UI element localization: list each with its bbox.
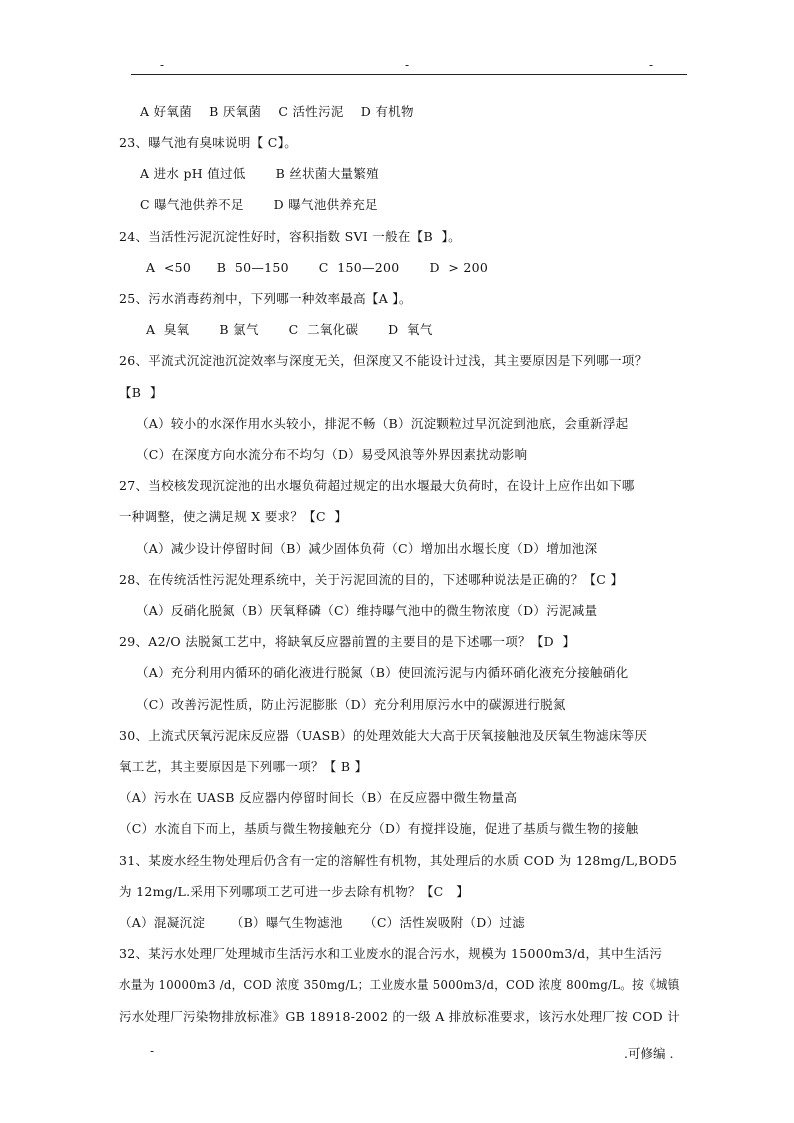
footer-mark: - (150, 1044, 155, 1058)
text-line: 【B 】 (119, 385, 163, 400)
text-line: （C）改善污泥性质，防止污泥膨胀（D）充分利用原污水中的碳源进行脱氮 (136, 697, 566, 712)
text-line: 为 12mg/L.采用下列哪项工艺可进一步去除有机物？【C 】 (119, 884, 470, 899)
text-line: A 好氧菌 B 厌氧菌 C 活性污泥 D 有机物 (140, 104, 414, 119)
footer-editable-note: .可修编 . (624, 1046, 674, 1061)
text-line: （A）充分利用内循环的硝化液进行脱氮（B）使回流污泥与内循环硝化液充分接触硝化 (136, 665, 629, 680)
text-line: 污水处理厂污染物排放标准》GB 18918-2002 的一级 A 排放标准要求，该污水处理厂按 COD 计 (119, 1009, 681, 1024)
text-line: （C）水流自下而上，基质与微生物接触充分（D）有搅拌设施，促进了基质与微生物的接触 (119, 821, 639, 836)
text-line: 32、某污水处理厂处理城市生活污水和工业废水的混合污水，规模为 15000m3/d，其中生活污 (119, 946, 663, 961)
text-line: 26、平流式沉淀池沉淀效率与深度无关，但深度又不能设计过浅，其主要原因是下列哪一项？ (119, 353, 648, 368)
text-line: A 臭氧 B 氯气 C 二氧化碳 D 氧气 (146, 322, 433, 337)
text-line: 27、当校核发现沉淀池的出水堰负荷超过规定的出水堰最大负荷时，在设计上应作出如下哪 (119, 478, 635, 493)
text-line: （A）污水在 UASB 反应器内停留时间长（B）在反应器中微生物量高 (119, 790, 518, 805)
text-line: A 进水 pH 值过低 B 丝状菌大量繁殖 (140, 166, 379, 181)
header-mark-center: - (405, 58, 410, 72)
text-line: C 曝气池供养不足 D 曝气池供养充足 (140, 197, 378, 212)
text-line: A <50 B 50—150 C 150—200 D > 200 (146, 260, 489, 275)
text-line: 24、当活性污泥沉淀性好时，容积指数 SVI 一般在【B 】。 (119, 229, 461, 244)
text-line: 氧工艺，其主要原因是下列哪一项？【 B 】 (119, 759, 368, 774)
text-line: 一种调整，使之满足规 X 要求？【C 】 (119, 509, 348, 524)
text-line: 30、上流式厌氧污泥床反应器（UASB）的处理效能大大高于厌氧接触池及厌氧生物滤床等厌 (119, 728, 648, 743)
header-mark-right: - (649, 58, 654, 72)
text-line: （A）减少设计停留时间（B）减少固体负荷（C）增加出水堰长度（D）增加池深 (136, 541, 598, 556)
text-line: 25、污水消毒药剂中，下列哪一种效率最高【A 】。 (119, 291, 412, 306)
text-line: 31、某废水经生物处理后仍含有一定的溶解性有机物，其处理后的水质 COD 为 128mg/L,BOD5 (119, 853, 678, 868)
text-line: 23、曝气池有臭味说明【 C】。 (119, 135, 297, 150)
text-line: （A）反硝化脱氮（B）厌氧释磷（C）维持曝气池中的微生物浓度（D）污泥减量 (136, 603, 598, 618)
text-line: 28、在传统活性污泥处理系统中，关于污泥回流的目的，下述哪种说法是正确的？【C 】 (119, 572, 624, 587)
text-line: 水量为 10000m3 /d，COD 浓度 350mg/L；工业废水量 5000m3/d，COD 浓度 800mg/L。按《城镇 (119, 977, 680, 992)
header-mark-left: - (160, 58, 165, 72)
header-rule (131, 74, 687, 75)
text-line: （C）在深度方向水流分布不均匀（D）易受风浪等外界因素扰动影响 (136, 447, 528, 462)
text-line: 29、A2/O 法脱氮工艺中，将缺氧反应器前置的主要目的是下述哪一项？【D 】 (119, 634, 576, 649)
text-line: （A）较小的水深作用水头较小，排泥不畅（B）沉淀颗粒过早沉淀到池底，会重新浮起 (136, 416, 629, 431)
text-line: （A）混凝沉淀 （B）曝气生物滤池 （C）活性炭吸附（D）过滤 (119, 915, 526, 930)
